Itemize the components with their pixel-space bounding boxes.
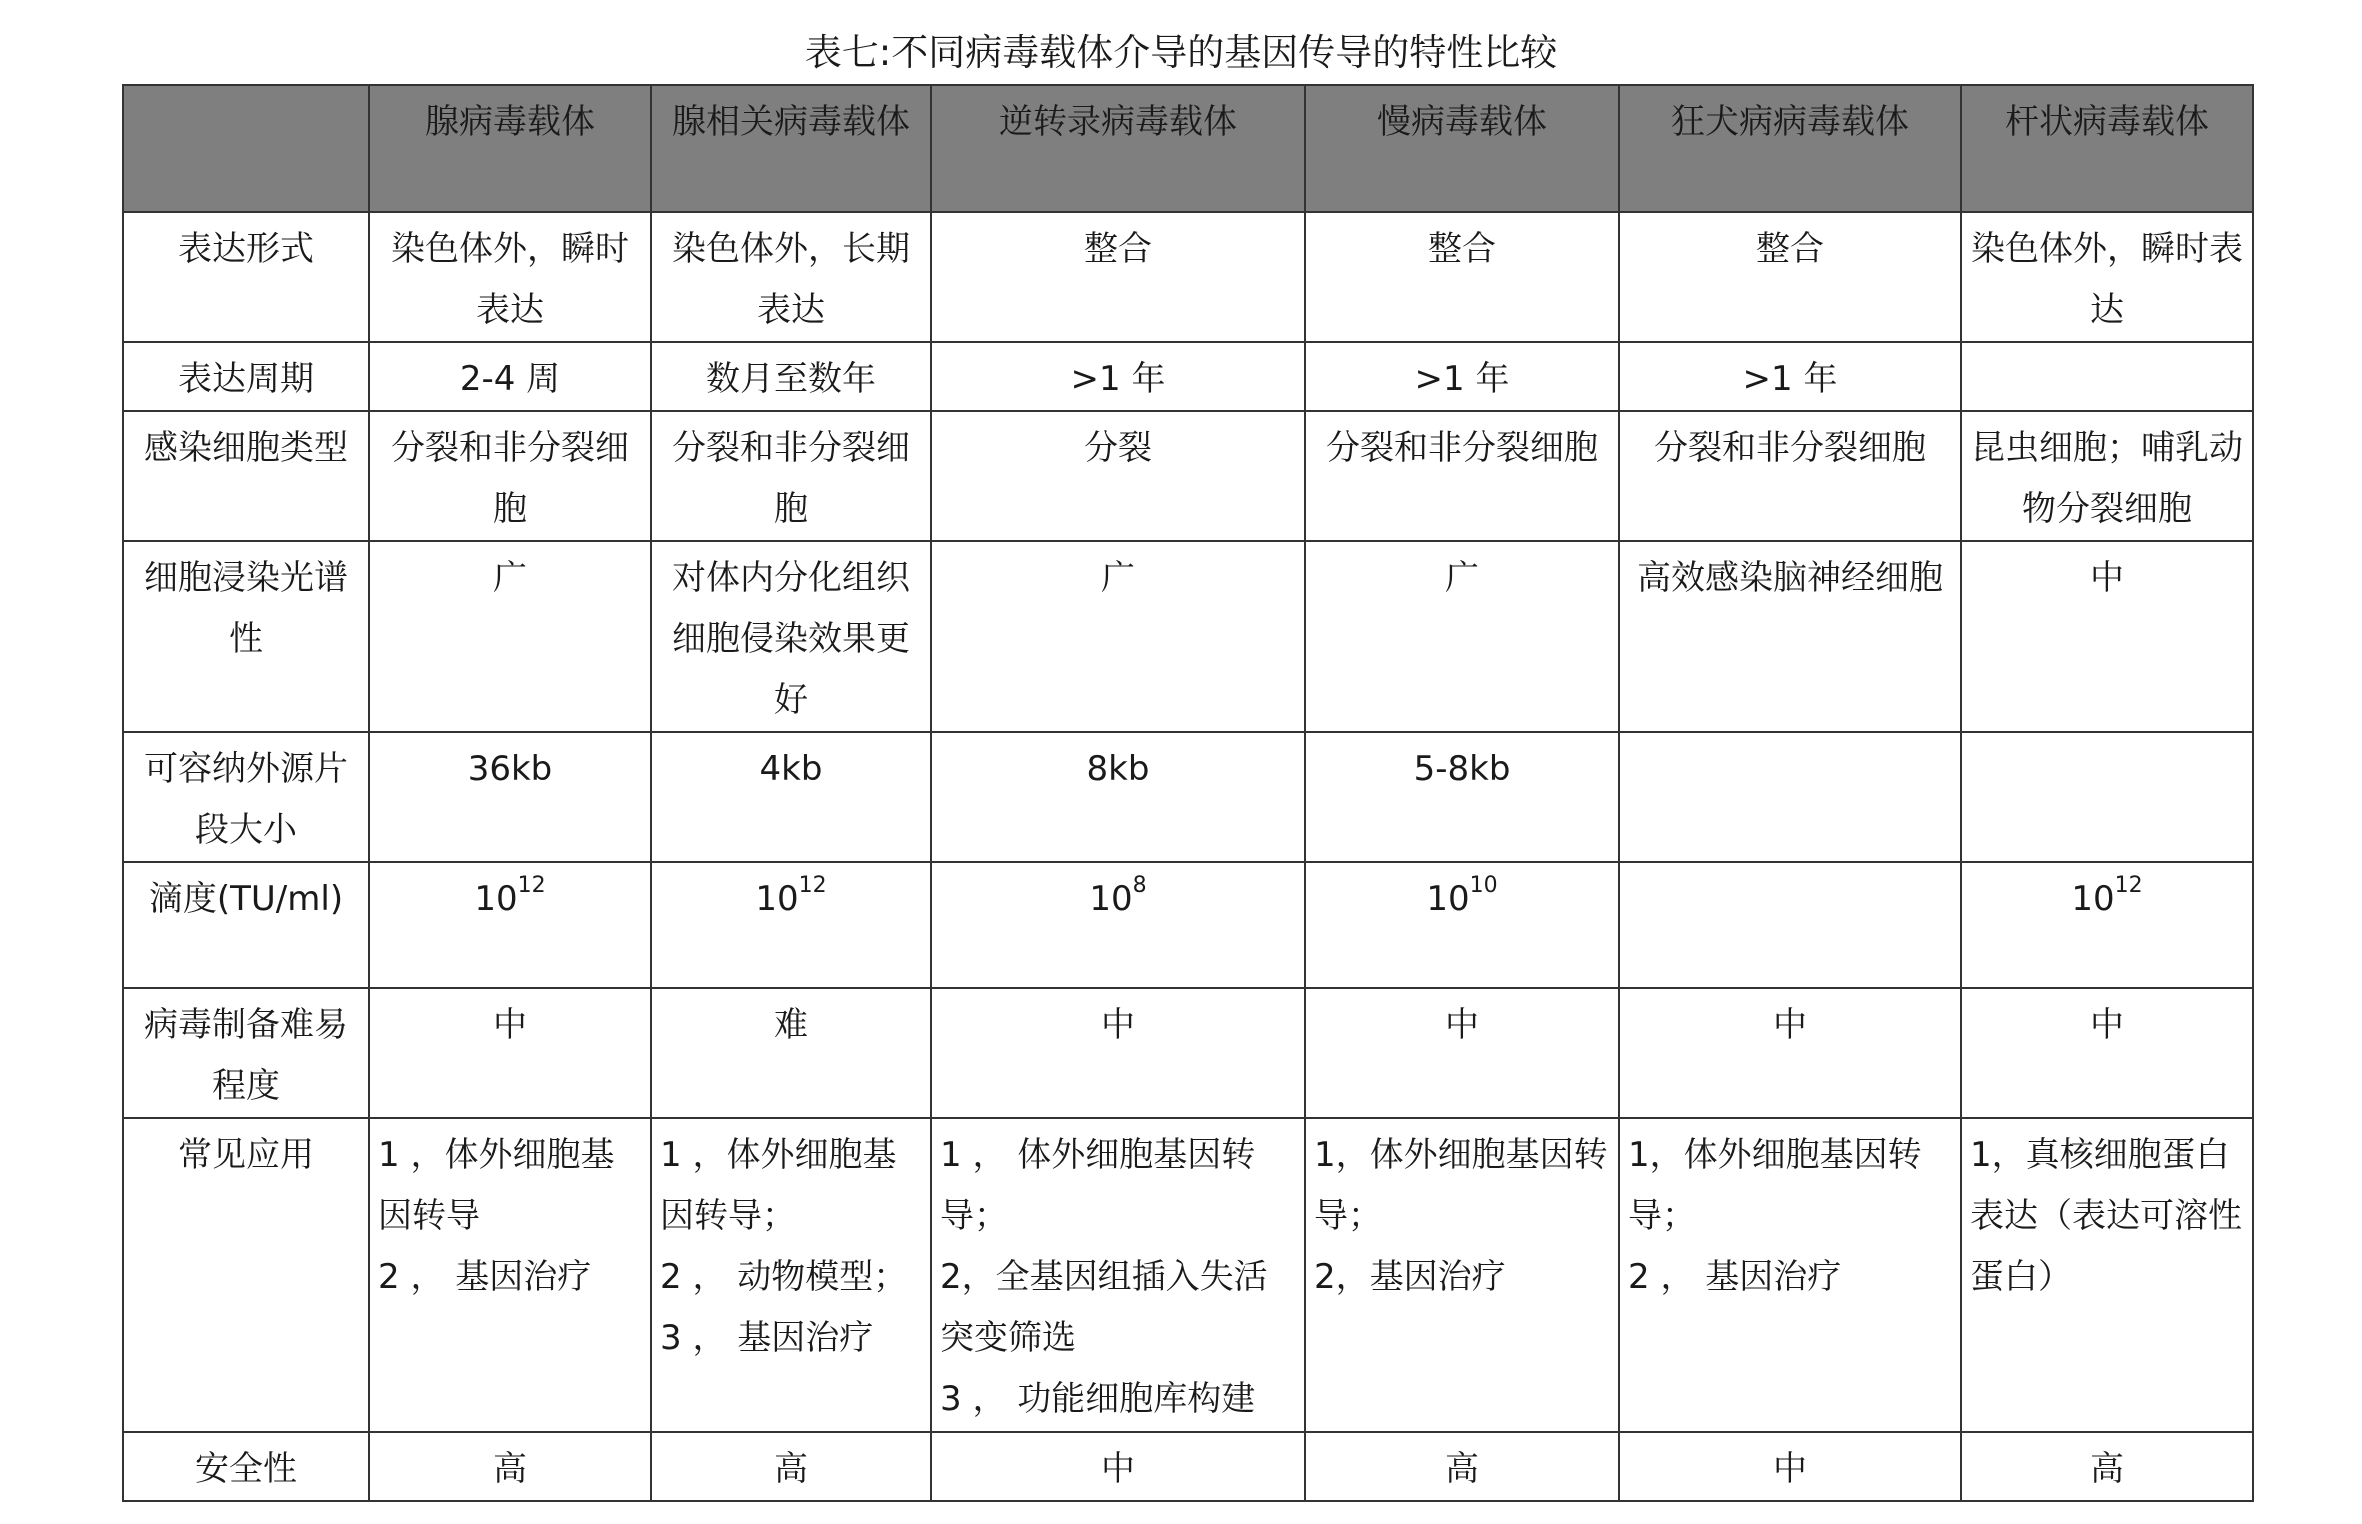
row-label: 滴度(TU/ml)	[123, 862, 369, 988]
table-cell: 整合	[931, 212, 1305, 342]
table-cell	[1961, 732, 2253, 862]
list-item: 3 ， 功能细胞库构建	[940, 1379, 1256, 1419]
table-cell	[1961, 342, 2253, 411]
row-label: 安全性	[123, 1432, 369, 1501]
table-cell: 整合	[1305, 212, 1619, 342]
list-item: 1 ，体外细胞基因转导	[378, 1135, 615, 1236]
titer-exponent: 12	[2114, 872, 2143, 898]
table-cell: 高	[651, 1432, 931, 1501]
titer-cell	[369, 862, 651, 988]
table-cell: 中	[1619, 1432, 1961, 1501]
table-cell: >1 年	[931, 342, 1305, 411]
table-cell: 5-8kb	[1305, 732, 1619, 862]
list-item: 3 ， 基因治疗	[660, 1318, 874, 1358]
titer-exponent: 12	[798, 872, 827, 898]
titer-base: 10	[2071, 879, 2115, 919]
header-baculovirus: 杆状病毒载体	[1961, 85, 2253, 212]
row-label: 常见应用	[123, 1118, 369, 1432]
application-cell	[651, 1118, 931, 1432]
row-label: 可容纳外源片段大小	[123, 732, 369, 862]
table-cell: 36kb	[369, 732, 651, 862]
row-label: 表达形式	[123, 212, 369, 342]
comparison-table	[122, 84, 2254, 1502]
titer-base: 10	[755, 879, 799, 919]
table-title: 表七:不同病毒载体介导的基因传导的特性比较	[804, 31, 1558, 74]
table-cell: 染色体外，瞬时表达	[1961, 212, 2253, 342]
table-cell: 染色体外，瞬时表达	[369, 212, 651, 342]
table-cell: 高	[369, 1432, 651, 1501]
table-cell: 中	[931, 1432, 1305, 1501]
header-lentivirus: 慢病毒载体	[1305, 85, 1619, 212]
table-cell: 广	[1305, 541, 1619, 732]
header-adenovirus: 腺病毒载体	[369, 85, 651, 212]
table-cell: 广	[931, 541, 1305, 732]
table-cell	[1619, 732, 1961, 862]
list-item: 1，真核细胞蛋白表达（表达可溶性蛋白）	[1970, 1135, 2242, 1297]
table-cell: 染色体外，长期表达	[651, 212, 931, 342]
header-corner	[123, 85, 369, 212]
titer-base: 10	[1426, 879, 1470, 919]
table-cell: >1 年	[1305, 342, 1619, 411]
table-cell: 分裂和非分裂细胞	[1619, 411, 1961, 541]
list-item: 2 ， 基因治疗	[378, 1257, 592, 1297]
row-label: 表达周期	[123, 342, 369, 411]
list-item: 1，体外细胞基因转导；	[1628, 1135, 1922, 1236]
titer-cell	[1305, 862, 1619, 988]
titer-cell	[651, 862, 931, 988]
titer-base: 10	[1089, 879, 1133, 919]
list-item: 2 ， 基因治疗	[1628, 1257, 1842, 1297]
table-row	[123, 541, 2253, 732]
table-cell: 分裂和非分裂细胞	[369, 411, 651, 541]
header-row	[123, 85, 2253, 212]
table-cell: >1 年	[1619, 342, 1961, 411]
row-label: 细胞浸染光谱性	[123, 541, 369, 732]
row-label: 感染细胞类型	[123, 411, 369, 541]
table-cell: 2-4 周	[369, 342, 651, 411]
table-cell: 高	[1961, 1432, 2253, 1501]
titer-base: 10	[474, 879, 518, 919]
table-cell: 对体内分化组织细胞侵染效果更好	[651, 541, 931, 732]
table-row	[123, 411, 2253, 541]
row-label: 病毒制备难易程度	[123, 988, 369, 1118]
header-rabies: 狂犬病病毒载体	[1619, 85, 1961, 212]
table-cell: 整合	[1619, 212, 1961, 342]
table-row	[123, 1432, 2253, 1501]
titer-cell	[931, 862, 1305, 988]
table-cell: 高	[1305, 1432, 1619, 1501]
table-row	[123, 1118, 2253, 1432]
table-cell: 中	[931, 988, 1305, 1118]
application-cell	[1961, 1118, 2253, 1432]
header-retrovirus: 逆转录病毒载体	[931, 85, 1305, 212]
application-cell	[931, 1118, 1305, 1432]
titer-cell	[1961, 862, 2253, 988]
table-row	[123, 212, 2253, 342]
table-cell: 分裂和非分裂细胞	[651, 411, 931, 541]
table-cell: 中	[1961, 541, 2253, 732]
table-cell: 高效感染脑神经细胞	[1619, 541, 1961, 732]
titer-exponent: 10	[1469, 872, 1498, 898]
titer-exponent: 12	[517, 872, 546, 898]
application-cell	[369, 1118, 651, 1432]
table-cell: 难	[651, 988, 931, 1118]
table-row	[123, 988, 2253, 1118]
table-row	[123, 342, 2253, 411]
list-item: 1，体外细胞基因转导；	[1314, 1135, 1608, 1236]
table-cell: 中	[1961, 988, 2253, 1118]
list-item: 2，基因治疗	[1314, 1257, 1506, 1297]
table-cell: 广	[369, 541, 651, 732]
list-item: 1 ， 体外细胞基因转导；	[940, 1135, 1256, 1236]
list-item: 2，全基因组插入失活突变筛选	[940, 1257, 1268, 1358]
list-item: 2 ， 动物模型；	[660, 1257, 908, 1297]
table-row	[123, 862, 2253, 988]
table-cell: 分裂	[931, 411, 1305, 541]
application-cell	[1619, 1118, 1961, 1432]
table-cell: 中	[1305, 988, 1619, 1118]
application-cell	[1305, 1118, 1619, 1432]
table-row	[123, 732, 2253, 862]
table-cell: 中	[369, 988, 651, 1118]
table-cell: 昆虫细胞；哺乳动物分裂细胞	[1961, 411, 2253, 541]
list-item: 1 ，体外细胞基因转导；	[660, 1135, 897, 1236]
table-cell: 分裂和非分裂细胞	[1305, 411, 1619, 541]
table-cell: 中	[1619, 988, 1961, 1118]
table-cell: 数月至数年	[651, 342, 931, 411]
titer-cell	[1619, 862, 1961, 988]
titer-exponent: 8	[1132, 872, 1147, 898]
header-aav: 腺相关病毒载体	[651, 85, 931, 212]
table-cell: 8kb	[931, 732, 1305, 862]
table-cell: 4kb	[651, 732, 931, 862]
